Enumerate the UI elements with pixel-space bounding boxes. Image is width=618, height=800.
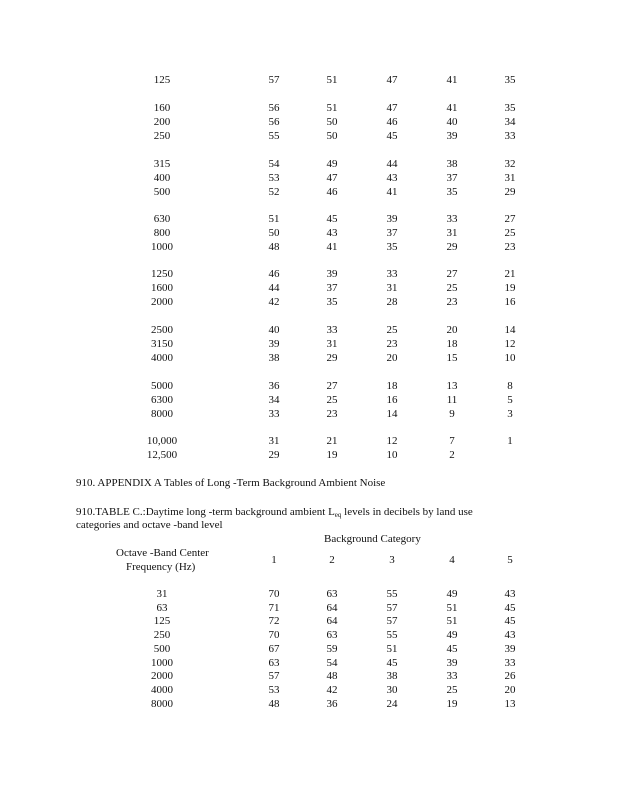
level-cell: 71 <box>268 602 280 614</box>
level-cell: 70 <box>268 629 280 641</box>
level-cell: 38 <box>268 352 280 364</box>
table-row <box>0 240 618 254</box>
level-cell: 33 <box>386 268 398 280</box>
table-row <box>0 73 618 87</box>
frequency-header-line-2: Frequency (Hz) <box>126 561 196 573</box>
frequency-cell: 5000 <box>151 380 173 392</box>
level-cell: 51 <box>446 602 458 614</box>
level-cell: 39 <box>386 213 398 225</box>
level-cell: 36 <box>268 380 280 392</box>
frequency-cell: 1000 <box>151 657 173 669</box>
level-cell: 49 <box>446 629 458 641</box>
table-row <box>0 323 618 337</box>
level-cell: 45 <box>386 130 398 142</box>
table-row <box>0 295 618 309</box>
level-cell: 23 <box>386 338 398 350</box>
level-cell: 50 <box>268 227 280 239</box>
level-cell: 51 <box>446 615 458 627</box>
level-cell: 23 <box>326 408 338 420</box>
level-cell: 51 <box>326 74 338 86</box>
level-cell: 42 <box>326 684 338 696</box>
category-5-header: 5 <box>507 554 513 566</box>
level-cell: 38 <box>386 670 398 682</box>
level-cell: 41 <box>386 186 398 198</box>
frequency-cell: 63 <box>156 602 168 614</box>
level-cell: 40 <box>268 324 280 336</box>
level-cell: 47 <box>386 102 398 114</box>
level-cell: 10 <box>386 449 398 461</box>
level-cell: 37 <box>446 172 458 184</box>
level-cell: 51 <box>268 213 280 225</box>
level-cell: 15 <box>446 352 458 364</box>
level-cell: 59 <box>326 643 338 655</box>
level-cell: 45 <box>386 657 398 669</box>
level-cell: 11 <box>446 394 458 406</box>
frequency-cell: 4000 <box>151 352 173 364</box>
frequency-cell: 31 <box>156 588 168 600</box>
level-cell: 54 <box>268 158 280 170</box>
category-3-header: 3 <box>389 554 395 566</box>
level-cell: 29 <box>504 186 516 198</box>
level-cell: 13 <box>504 698 516 710</box>
level-cell: 52 <box>268 186 280 198</box>
level-cell: 35 <box>386 241 398 253</box>
level-cell: 44 <box>386 158 398 170</box>
level-cell: 43 <box>386 172 398 184</box>
category-1-header: 1 <box>271 554 277 566</box>
level-cell: 29 <box>326 352 338 364</box>
frequency-cell: 2500 <box>151 324 173 336</box>
level-cell: 63 <box>268 657 280 669</box>
level-cell: 40 <box>446 116 458 128</box>
level-cell: 18 <box>386 380 398 392</box>
frequency-cell: 2000 <box>151 670 173 682</box>
table-row <box>0 407 618 421</box>
frequency-cell: 2000 <box>151 296 173 308</box>
level-cell: 63 <box>326 629 338 641</box>
level-cell: 31 <box>326 338 338 350</box>
level-cell: 70 <box>268 588 280 600</box>
level-cell: 41 <box>446 74 458 86</box>
table-row <box>0 628 618 642</box>
frequency-cell: 500 <box>153 643 171 655</box>
table-row <box>0 129 618 143</box>
level-cell: 51 <box>386 643 398 655</box>
level-cell: 33 <box>326 324 338 336</box>
level-cell: 31 <box>386 282 398 294</box>
level-cell: 19 <box>446 698 458 710</box>
level-cell: 45 <box>504 602 516 614</box>
level-cell: 28 <box>386 296 398 308</box>
level-cell: 63 <box>326 588 338 600</box>
level-cell: 53 <box>268 684 280 696</box>
level-cell: 14 <box>386 408 398 420</box>
frequency-cell: 4000 <box>151 684 173 696</box>
frequency-header-line-1: Octave -Band Center <box>116 547 209 559</box>
frequency-cell: 1600 <box>151 282 173 294</box>
frequency-cell: 3150 <box>151 338 173 350</box>
level-cell: 33 <box>268 408 280 420</box>
level-cell: 72 <box>268 615 280 627</box>
level-cell: 39 <box>446 657 458 669</box>
table-caption-line-1: 910.TABLE C.:Daytime long -term background ambient $L_{eq}$ levels in decibels by land use <box>76 506 473 519</box>
level-cell: 39 <box>326 268 338 280</box>
level-cell: 16 <box>386 394 398 406</box>
level-cell: 67 <box>268 643 280 655</box>
table-row <box>0 656 618 670</box>
frequency-cell: 500 <box>153 186 171 198</box>
table-row <box>0 157 618 171</box>
level-cell: 35 <box>504 74 516 86</box>
level-cell: 41 <box>326 241 338 253</box>
level-cell: 27 <box>504 213 516 225</box>
level-cell: 20 <box>504 684 516 696</box>
level-cell: 47 <box>386 74 398 86</box>
level-cell: 46 <box>268 268 280 280</box>
level-cell: 42 <box>268 296 280 308</box>
table-row <box>0 171 618 185</box>
frequency-cell: 200 <box>153 116 171 128</box>
level-cell: 25 <box>446 282 458 294</box>
level-cell: 19 <box>326 449 338 461</box>
level-cell: 7 <box>449 435 455 447</box>
level-cell: 39 <box>268 338 280 350</box>
level-cell: 26 <box>504 670 516 682</box>
level-cell: 20 <box>386 352 398 364</box>
level-cell: 64 <box>326 615 338 627</box>
frequency-cell: 250 <box>153 629 171 641</box>
frequency-cell: 8000 <box>151 698 173 710</box>
frequency-cell: 800 <box>153 227 171 239</box>
level-cell: 43 <box>326 227 338 239</box>
level-cell: 41 <box>446 102 458 114</box>
category-2-header: 2 <box>329 554 335 566</box>
level-cell: 48 <box>268 698 280 710</box>
table-row <box>0 601 618 615</box>
table-row <box>0 226 618 240</box>
level-cell: 57 <box>268 670 280 682</box>
table-row <box>0 379 618 393</box>
level-cell: 25 <box>386 324 398 336</box>
table-row <box>0 267 618 281</box>
level-cell: 27 <box>326 380 338 392</box>
table-row <box>0 448 618 462</box>
level-cell: 29 <box>446 241 458 253</box>
frequency-cell: 6300 <box>151 394 173 406</box>
level-cell: 57 <box>268 74 280 86</box>
level-cell: 39 <box>446 130 458 142</box>
level-cell: 49 <box>446 588 458 600</box>
level-cell: 31 <box>504 172 516 184</box>
table-row <box>0 393 618 407</box>
level-cell: 45 <box>446 643 458 655</box>
level-cell: 34 <box>268 394 280 406</box>
level-cell: 9 <box>449 408 455 420</box>
level-cell: 33 <box>446 670 458 682</box>
table-row <box>0 587 618 601</box>
level-cell: 51 <box>326 102 338 114</box>
level-cell: 13 <box>446 380 458 392</box>
level-cell: 33 <box>446 213 458 225</box>
level-cell: 32 <box>504 158 516 170</box>
frequency-cell: 400 <box>153 172 171 184</box>
level-cell: 21 <box>504 268 516 280</box>
frequency-cell: 315 <box>153 158 171 170</box>
frequency-cell: 8000 <box>151 408 173 420</box>
level-cell: 39 <box>504 643 516 655</box>
frequency-cell: 12,500 <box>146 449 178 461</box>
level-cell: 23 <box>504 241 516 253</box>
level-cell: 35 <box>446 186 458 198</box>
level-cell: 33 <box>504 657 516 669</box>
appendix-heading: 910. APPENDIX A Tables of Long -Term Background Ambient Noise <box>76 477 386 489</box>
level-cell: 29 <box>268 449 280 461</box>
table-row <box>0 115 618 129</box>
frequency-cell: 250 <box>153 130 171 142</box>
level-cell: 21 <box>326 435 338 447</box>
table-row <box>0 683 618 697</box>
level-cell: 16 <box>504 296 516 308</box>
level-cell: 37 <box>386 227 398 239</box>
level-cell: 18 <box>446 338 458 350</box>
table-row <box>0 212 618 226</box>
level-cell: 57 <box>386 602 398 614</box>
table-row <box>0 281 618 295</box>
level-cell: 12 <box>386 435 398 447</box>
level-cell: 43 <box>504 588 516 600</box>
frequency-cell: 160 <box>153 102 171 114</box>
level-cell: 8 <box>507 380 513 392</box>
table-row <box>0 697 618 711</box>
level-cell: 64 <box>326 602 338 614</box>
frequency-cell: 125 <box>153 615 171 627</box>
level-cell: 45 <box>504 615 516 627</box>
level-cell: 5 <box>507 394 513 406</box>
level-cell: 30 <box>386 684 398 696</box>
level-cell: 54 <box>326 657 338 669</box>
level-cell: 25 <box>326 394 338 406</box>
level-cell: 24 <box>386 698 398 710</box>
level-cell: 46 <box>386 116 398 128</box>
level-cell: 47 <box>326 172 338 184</box>
level-cell: 27 <box>446 268 458 280</box>
level-cell: 35 <box>504 102 516 114</box>
level-cell: 23 <box>446 296 458 308</box>
level-cell: 19 <box>504 282 516 294</box>
level-cell: 37 <box>326 282 338 294</box>
table-caption-line-2: categories and octave -band level <box>76 519 223 531</box>
level-cell: 50 <box>326 116 338 128</box>
table-row <box>0 434 618 448</box>
level-cell: 25 <box>446 684 458 696</box>
level-cell: 43 <box>504 629 516 641</box>
table-row <box>0 614 618 628</box>
level-cell: 55 <box>268 130 280 142</box>
table-row <box>0 351 618 365</box>
level-cell: 56 <box>268 102 280 114</box>
level-cell: 20 <box>446 324 458 336</box>
level-cell: 55 <box>386 588 398 600</box>
table-row <box>0 337 618 351</box>
frequency-cell: 10,000 <box>146 435 178 447</box>
level-cell: 38 <box>446 158 458 170</box>
level-cell: 14 <box>504 324 516 336</box>
frequency-cell: 1000 <box>151 241 173 253</box>
table-row <box>0 669 618 683</box>
frequency-cell: 125 <box>153 74 171 86</box>
level-cell: 31 <box>268 435 280 447</box>
level-cell: 10 <box>504 352 516 364</box>
frequency-cell: 1250 <box>151 268 173 280</box>
level-cell: 3 <box>507 408 513 420</box>
level-cell: 25 <box>504 227 516 239</box>
table-row <box>0 101 618 115</box>
level-cell: 12 <box>504 338 516 350</box>
level-cell: 53 <box>268 172 280 184</box>
level-cell: 48 <box>326 670 338 682</box>
table-row <box>0 642 618 656</box>
level-cell: 2 <box>449 449 455 461</box>
level-cell: 56 <box>268 116 280 128</box>
level-cell: 49 <box>326 158 338 170</box>
level-cell: 46 <box>326 186 338 198</box>
level-cell: 36 <box>326 698 338 710</box>
frequency-cell: 630 <box>153 213 171 225</box>
table-row <box>0 185 618 199</box>
level-cell: 33 <box>504 130 516 142</box>
level-cell: 44 <box>268 282 280 294</box>
level-cell: 35 <box>326 296 338 308</box>
level-cell: 34 <box>504 116 516 128</box>
level-cell: 55 <box>386 629 398 641</box>
background-category-header: Background Category <box>324 533 421 545</box>
level-cell: 1 <box>507 435 513 447</box>
level-cell: 48 <box>268 241 280 253</box>
level-cell: 31 <box>446 227 458 239</box>
category-4-header: 4 <box>449 554 455 566</box>
level-cell: 57 <box>386 615 398 627</box>
level-cell: 50 <box>326 130 338 142</box>
level-cell: 45 <box>326 213 338 225</box>
